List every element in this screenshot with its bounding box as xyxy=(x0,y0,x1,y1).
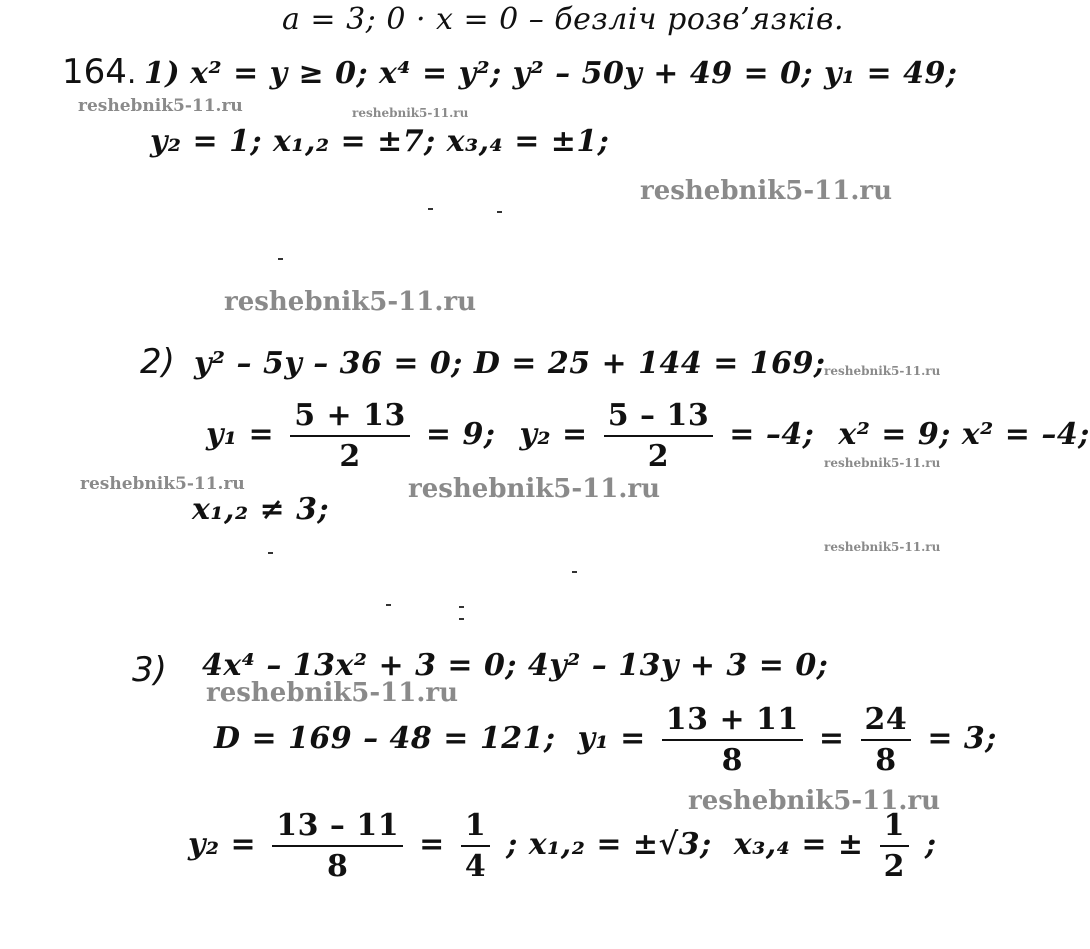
part2-y2-result: = –4; xyxy=(729,417,815,452)
fraction-denominator: 2 xyxy=(647,439,670,474)
part2-line2 xyxy=(206,398,1090,474)
part3-x34-fraction xyxy=(880,808,909,884)
part1-line2 xyxy=(150,124,609,159)
watermark: reshebnik5-11.ru xyxy=(824,540,941,554)
speck xyxy=(386,604,391,606)
part2-y1-result: = 9; xyxy=(425,417,496,452)
fraction-numerator: 13 – 11 xyxy=(272,808,403,847)
part3-y1-fraction-simplified xyxy=(861,702,912,778)
fraction-denominator: 8 xyxy=(721,743,743,778)
part3-equals: = xyxy=(419,827,445,862)
part3-label: 3) xyxy=(132,650,167,690)
speck xyxy=(459,606,464,608)
part3-x12: ; x₁,₂ = ±√3; xyxy=(506,827,712,862)
part2-conclusion: x₁,₂ ≠ 3; xyxy=(192,492,330,527)
part2-line1 xyxy=(194,346,825,381)
watermark: reshebnik5-11.ru xyxy=(688,786,941,816)
watermark: reshebnik5-11.ru xyxy=(640,176,893,206)
part1-line1 xyxy=(144,56,957,91)
watermark: reshebnik5-11.ru xyxy=(824,364,941,378)
watermark: reshebnik5-11.ru xyxy=(80,474,245,494)
part2-y2-label: y₂ = xyxy=(519,417,588,452)
speck xyxy=(278,258,283,260)
speck xyxy=(268,552,273,554)
part3-x34-end: ; xyxy=(925,827,937,862)
part3-y1-result: = 3; xyxy=(927,721,997,756)
problem-number-text: 164 xyxy=(62,52,127,92)
fraction-denominator: 2 xyxy=(883,849,905,884)
part3-equals: = xyxy=(818,721,845,756)
fraction-numerator: 1 xyxy=(880,808,909,847)
part3-y2-label: y₂ = xyxy=(188,827,257,862)
speck xyxy=(497,211,502,213)
watermark: reshebnik5-11.ru xyxy=(408,474,661,504)
watermark: reshebnik5-11.ru xyxy=(824,456,941,470)
watermark: reshebnik5-11.ru xyxy=(78,96,243,116)
part3-discriminant: D = 169 – 48 = 121; xyxy=(214,721,556,756)
part3-line3 xyxy=(188,808,937,884)
fraction-denominator: 4 xyxy=(464,849,487,884)
problem-number: 164. xyxy=(62,52,137,92)
part2-line3 xyxy=(192,492,329,527)
fraction-denominator: 2 xyxy=(339,439,361,474)
fraction-numerator: 5 + 13 xyxy=(290,398,410,437)
fraction-numerator: 5 – 13 xyxy=(604,398,714,437)
fraction-denominator: 8 xyxy=(326,849,349,884)
part3-y2-fraction-simplified xyxy=(461,808,490,884)
part2-tail: x² = 9; x² = –4; xyxy=(838,417,1090,452)
speck xyxy=(572,571,577,573)
part2-y1-label: y₁ = xyxy=(206,417,275,452)
part3-y1-fraction xyxy=(662,702,803,778)
watermark: reshebnik5-11.ru xyxy=(352,106,469,120)
part2-y1-fraction xyxy=(290,398,410,474)
part3-y1-label: y₁ = xyxy=(577,721,646,756)
top-line: a = 3; 0 · x = 0 – безліч розв’язків. xyxy=(282,2,844,37)
part2-equation: y² – 5y – 36 = 0; D = 25 + 144 = 169; xyxy=(194,346,826,381)
part3-line2 xyxy=(214,702,997,778)
watermark: reshebnik5-11.ru xyxy=(206,678,459,708)
speck xyxy=(428,208,433,210)
fraction-numerator: 24 xyxy=(861,702,912,741)
part2-label: 2) xyxy=(140,342,175,382)
fraction-numerator: 1 xyxy=(461,808,490,847)
part1-roots: y₂ = 1; x₁,₂ = ±7; x₃,₄ = ±1; xyxy=(150,124,610,159)
part2-y2-fraction xyxy=(604,398,714,474)
speck xyxy=(459,618,464,620)
part3-y2-fraction xyxy=(272,808,403,884)
part3-x34-label: x₃,₄ = ± xyxy=(733,827,864,862)
part1-label: 1) xyxy=(144,56,181,91)
fraction-denominator: 8 xyxy=(875,743,897,778)
part3-equation: 4x⁴ – 13x² + 3 = 0; 4y² – 13y + 3 = 0; xyxy=(202,648,829,683)
watermark: reshebnik5-11.ru xyxy=(224,287,477,317)
fraction-numerator: 13 + 11 xyxy=(662,702,803,741)
part1-equations: x² = y ≥ 0; x⁴ = y²; y² – 50y + 49 = 0; y₁ = 49; xyxy=(190,56,958,91)
